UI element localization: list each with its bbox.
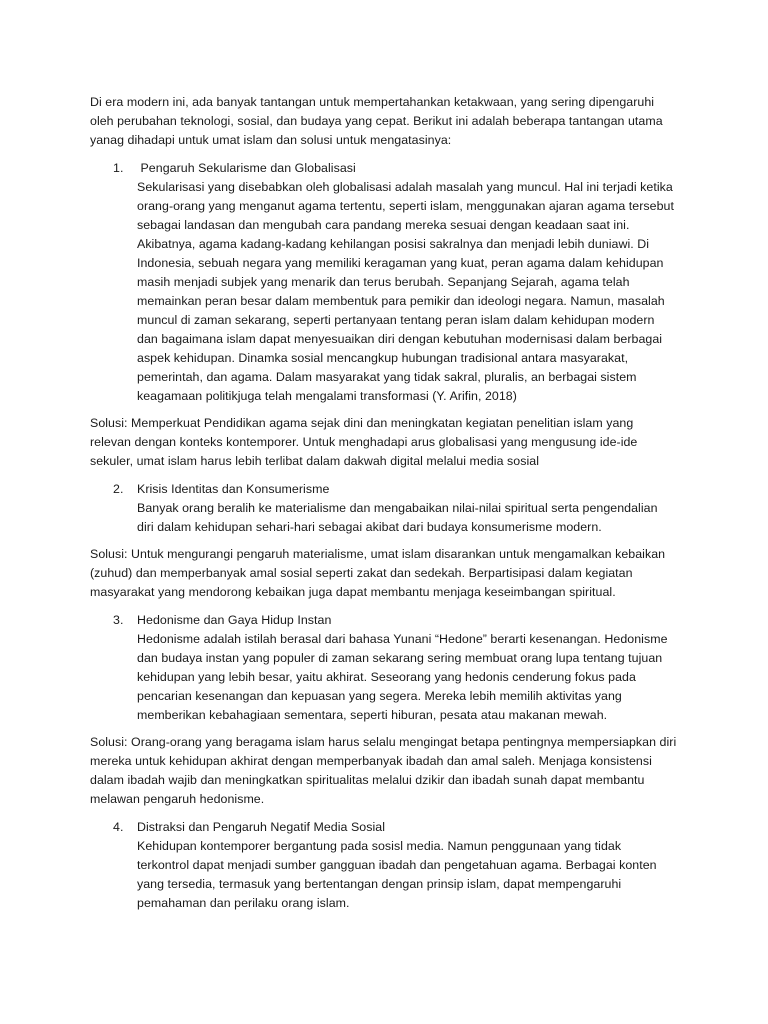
section-body: Sekularisasi yang disebabkan oleh globalisasi adalah masalah yang muncul. Hal ini terjadi ketika orang-orang yang menganut agama tertentu, seperti islam, menggunakan ajaran agama tersebut sebagai landasan dan mengubah cara pandang mereka sesuai dengan keadaan saat ini. Akibatnya, agama kadang-kadang kehilangan posisi sakralnya dan menjadi lebih duniawi. Di Indonesia, sebuah negara yang memiliki keragaman yang kuat, peran agama dalam kehidupan masih menjadi subjek yang menarik dan terus berubah. Sepanjang Sejarah, agama telah memainkan peran besar dalam membentuk para pemikir dan ideologi negara. Namun, masalah muncul di zaman sekarang, seperti pertanyaan tentang peran islam dalam kehidupan modern dan bagaimana islam dapat menyesuaikan diri dengan kebutuhan modernisasi dalam berbagai aspek kehidupan. Dinamka sosial mencangkup hubungan tradisional antara masyarakat, pemerintah, dan agama. Dalam masyarakat yang tidak sakral, pluralis, an berbagai sistem keagamaan politikjuga telah mengalami transformasi (Y. Arifin, 2018) — [137, 180, 674, 403]
section-heading: Hedonisme dan Gaya Hidup Instan — [137, 613, 332, 627]
list-number: 4. — [113, 820, 124, 834]
list-number: 3. — [113, 613, 124, 627]
list-item-3 — [90, 611, 690, 725]
list-item-2 — [90, 480, 690, 537]
intro-paragraph: Di era modern ini, ada banyak tantangan untuk mempertahankan ketakwaan, yang sering dipengaruhi oleh perubahan teknologi, sosial, dan budaya yang cepat. Berikut ini adalah beberapa tantangan utama yanag dihadapi untuk umat islam dan solusi untuk mengatasinya: — [90, 95, 663, 147]
list-item-4 — [90, 818, 690, 913]
list-number: 2. — [113, 482, 124, 496]
list-item-1 — [90, 159, 690, 406]
section-heading: Krisis Identitas dan Konsumerisme — [137, 482, 330, 496]
solusi-paragraph: Solusi: Memperkuat Pendidikan agama sejak dini dan meningkatan kegiatan penelitian islam yang relevan dengan konteks kontemporer. Untuk menghadapi arus globalisasi yang mengusung ide-ide sekuler, umat islam harus lebih terlibat dalam dakwah digital melalui media sosial — [90, 416, 638, 468]
section-heading: Distraksi dan Pengaruh Negatif Media Sosial — [137, 820, 386, 834]
section-body: Kehidupan kontemporer bergantung pada sosisl media. Namun penggunaan yang tidak terkontrol dapat menjadi sumber gangguan ibadah dan pengetahuan agama. Berbagai konten yang tersedia, termasuk yang bertentangan dengan prinsip islam, dapat mempengaruhi pemahaman dan perilaku orang islam. — [137, 839, 657, 910]
list-number: 1. — [113, 161, 124, 175]
section-body: Banyak orang beralih ke materialisme dan mengabaikan nilai-nilai spiritual serta pengendalian diri dalam kehidupan sehari-hari sebagai akibat dari budaya konsumerisme modern. — [137, 501, 658, 534]
solusi-paragraph: Solusi: Orang-orang yang beragama islam harus selalu mengingat betapa pentingnya mempersiapkan diri mereka untuk kehidupan akhirat dengan memperbanyak ibadah dan amal saleh. Menjaga konsistensi dalam ibadah wajib dan meningkatkan spiritualitas melalui dzikir dan ibadah sunah dapat membantu melawan pengaruh hedonisme. — [90, 735, 677, 806]
solusi-paragraph: Solusi: Untuk mengurangi pengaruh materialisme, umat islam disarankan untuk mengamalkan kebaikan (zuhud) dan memperbanyak amal sosial seperti zakat dan sedekah. Berpartisipasi dalam kegiatan masyarakat yang mendorong kebaikan juga dapat membantu menjaga keseimbangan spiritual. — [90, 547, 666, 599]
document-body — [90, 93, 690, 921]
section-heading: Pengaruh Sekularisme dan Globalisasi — [137, 161, 356, 175]
section-body: Hedonisme adalah istilah berasal dari bahasa Yunani “Hedone” berarti kesenangan. Hedonisme dan budaya instan yang populer di zaman sekarang sering membuat orang lupa tentang tujuan kehidupan yang lebih besar, yaitu akhirat. Seseorang yang hedonis cenderung fokus pada pencarian kesenangan dan kepuasan yang segera. Mereka lebih memilih aktivitas yang memberikan kebahagiaan sementara, seperti hiburan, pesata atau makanan mewah. — [137, 632, 668, 722]
